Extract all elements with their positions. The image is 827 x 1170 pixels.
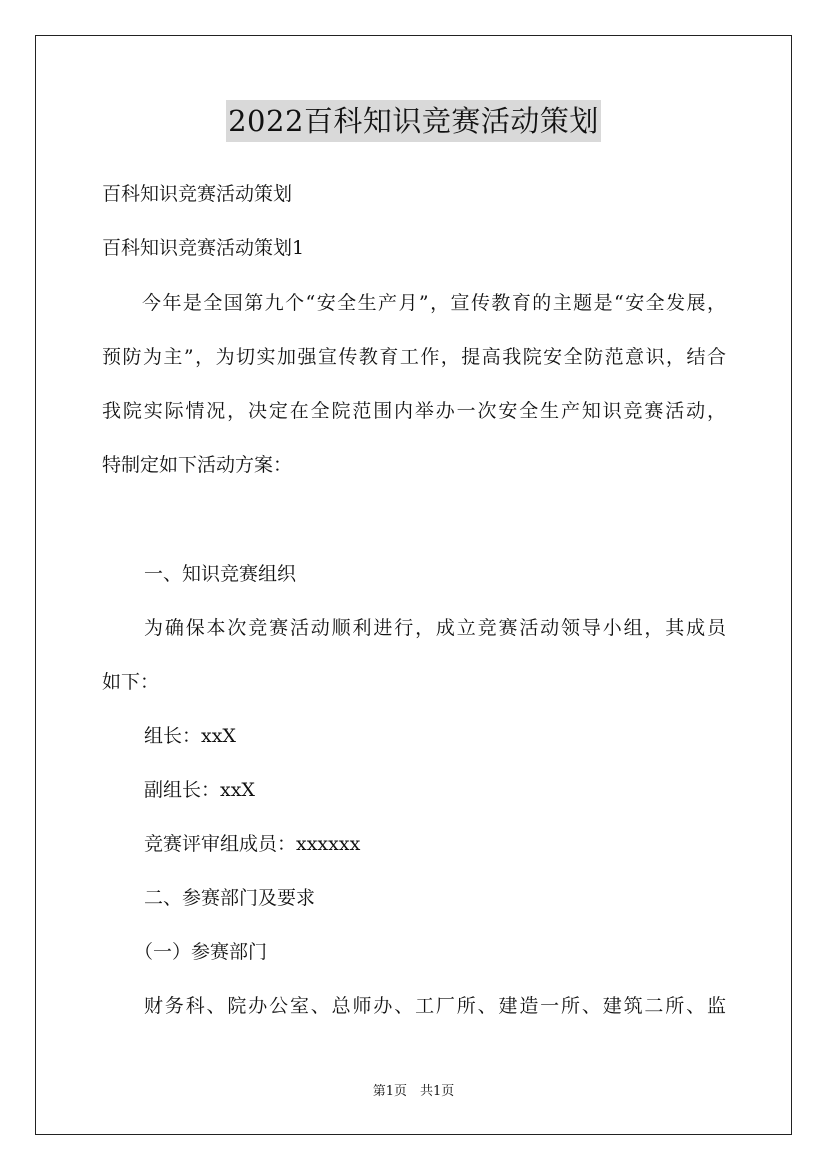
- heading-2: 百科知识竞赛活动策划1: [102, 237, 305, 259]
- paragraph-line: 为确保本次竞赛活动顺利进行，成立竞赛活动领导小组，其成员: [144, 617, 726, 639]
- vice-leader-line: 副组长：xxX: [144, 779, 255, 801]
- title-container: [0, 100, 827, 142]
- paragraph-line: 特制定如下活动方案：: [102, 454, 293, 476]
- document-title: 2022百科知识竞赛活动策划: [226, 100, 601, 142]
- page-footer: 第1页 共1页: [372, 1084, 455, 1099]
- judges-line: 竞赛评审组成员：xxxxxx: [144, 833, 361, 855]
- leader-line: 组长：xxX: [144, 725, 236, 747]
- departments-line: 财务科、院办公室、总师办、工厂所、建造一所、建筑二所、监: [144, 995, 726, 1017]
- subsection-heading: （一）参赛部门: [134, 941, 268, 963]
- paragraph-line: 如下：: [102, 671, 160, 693]
- paragraph-line: 今年是全国第九个“安全生产月”，宣传教育的主题是“安全发展，: [142, 292, 726, 314]
- section-heading-2: 二、参赛部门及要求: [144, 887, 316, 909]
- heading-1: 百科知识竞赛活动策划: [102, 183, 293, 205]
- paragraph-line: 预防为主”，为切实加强宣传教育工作，提高我院安全防范意识，结合: [102, 346, 726, 368]
- section-heading-1: 一、知识竞赛组织: [144, 563, 297, 585]
- paragraph-line: 我院实际情况，决定在全院范围内举办一次安全生产知识竞赛活动，: [102, 400, 726, 422]
